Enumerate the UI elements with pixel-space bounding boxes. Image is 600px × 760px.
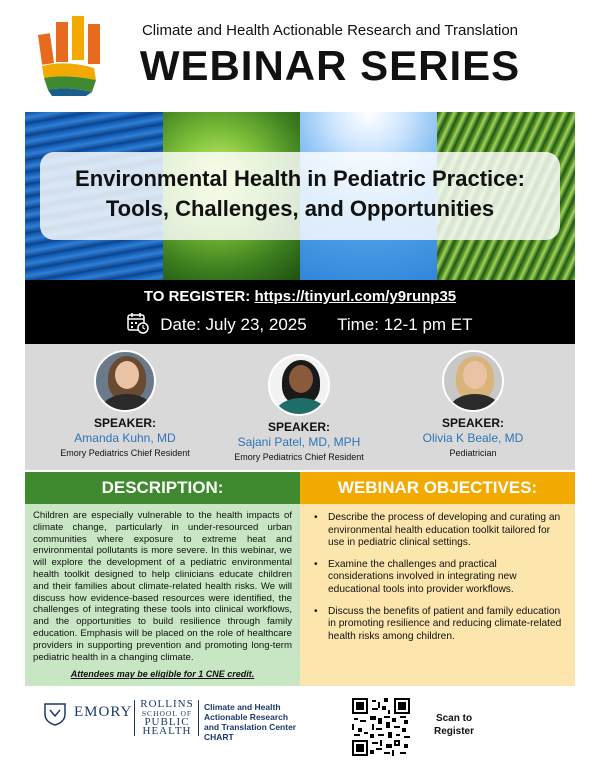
qr-code-icon[interactable] <box>352 698 410 756</box>
speaker-name: Amanda Kuhn, MD <box>74 431 176 445</box>
objectives-heading: WEBINAR OBJECTIVES: <box>300 472 575 504</box>
register-label: TO REGISTER: <box>143 288 251 305</box>
webinar-title-box <box>40 152 560 240</box>
emory-shield-icon <box>44 702 66 726</box>
bullet-icon: • <box>314 512 318 523</box>
speaker-card <box>383 350 563 458</box>
speaker-label: SPEAKER: <box>441 416 504 430</box>
speakers-section <box>25 344 575 470</box>
speaker-role: Pediatrician <box>449 448 497 458</box>
objective-item: • Discuss the benefits of patient and family education in promoting resilience and reducing climate-related health risks among children. <box>314 605 562 642</box>
register-bar <box>25 280 575 344</box>
bullet-icon: • <box>314 558 318 570</box>
webinar-title-line1: Environmental Health in Pediatric Practice: <box>75 166 525 191</box>
objectives-panel <box>300 504 575 686</box>
footer-divider <box>134 700 135 736</box>
footer <box>0 690 600 760</box>
webinar-date: Date: July 23, 2025 <box>160 315 307 334</box>
objective-item: • Examine the challenges and practical considerations involved in integrating new educational tools into provider workflows. <box>314 558 517 595</box>
chart-hand-logo-icon <box>36 14 108 96</box>
webinar-title-line2: Tools, Challenges, and Opportunities <box>105 196 495 221</box>
description-panel <box>25 504 300 686</box>
chart-center-name: Climate and Health Actionable Research and Translation Center CHART <box>204 702 297 742</box>
speaker-photo <box>442 350 504 412</box>
header <box>0 0 600 110</box>
cne-credit-note: Attendees may be eligible for 1 CNE credit. <box>70 669 255 680</box>
speaker-card <box>35 350 215 458</box>
speaker-photo <box>268 354 330 416</box>
speaker-role: Emory Pediatrics Chief Resident <box>234 452 364 462</box>
speaker-name: Sajani Patel, MD, MPH <box>237 435 361 449</box>
scan-to-register-label: Scan to Register <box>433 713 474 737</box>
footer-divider <box>198 700 199 736</box>
series-title: WEBINAR SERIES <box>139 42 521 89</box>
speaker-role: Emory Pediatrics Chief Resident <box>60 448 190 458</box>
speaker-card <box>209 354 389 462</box>
calendar-clock-icon <box>127 312 149 334</box>
hero-banner <box>25 112 575 280</box>
description-heading: DESCRIPTION: <box>25 472 300 504</box>
webinar-time: Time: 12-1 pm ET <box>337 315 473 334</box>
speaker-photo <box>94 350 156 412</box>
bullet-icon: • <box>314 605 318 617</box>
register-link[interactable]: https://tinyurl.com/y9runp35 <box>254 288 457 305</box>
emory-wordmark: EMORY <box>74 704 133 720</box>
org-title: Climate and Health Actionable Research and Translation <box>141 22 519 39</box>
date-time-line <box>25 312 575 335</box>
objective-item: • Describe the process of developing and curating an environmental health education toolkit tailored for use in pediatric clinical settings. <box>314 512 561 549</box>
speaker-label: SPEAKER: <box>267 420 330 434</box>
description-text: Children are especially vulnerable to the health impacts of climate change, particularly in under-resourced urban communities where exposure to extreme heat and environmental pollutants is more severe. In this webinar, we will explore the development of a pediatric environmental health toolkit designed to help clinicians educate children and their families about climate-related health risks. We will discuss how evidence-based resources were identified, the challenges of integrating these tools into clinical workflows, and the opportunities to build resilience through family education. Emphasis will be placed on the role of healthcare providers in supporting prevention and promoting long-term pediatric health in a changing climate. <box>33 510 292 663</box>
speaker-label: SPEAKER: <box>93 416 156 430</box>
speaker-name: Olivia K Beale, MD <box>422 431 524 445</box>
rollins-wordmark: ROLLINS SCHOOL OF PUBLIC HEALTH <box>140 698 194 737</box>
register-line <box>25 288 575 305</box>
